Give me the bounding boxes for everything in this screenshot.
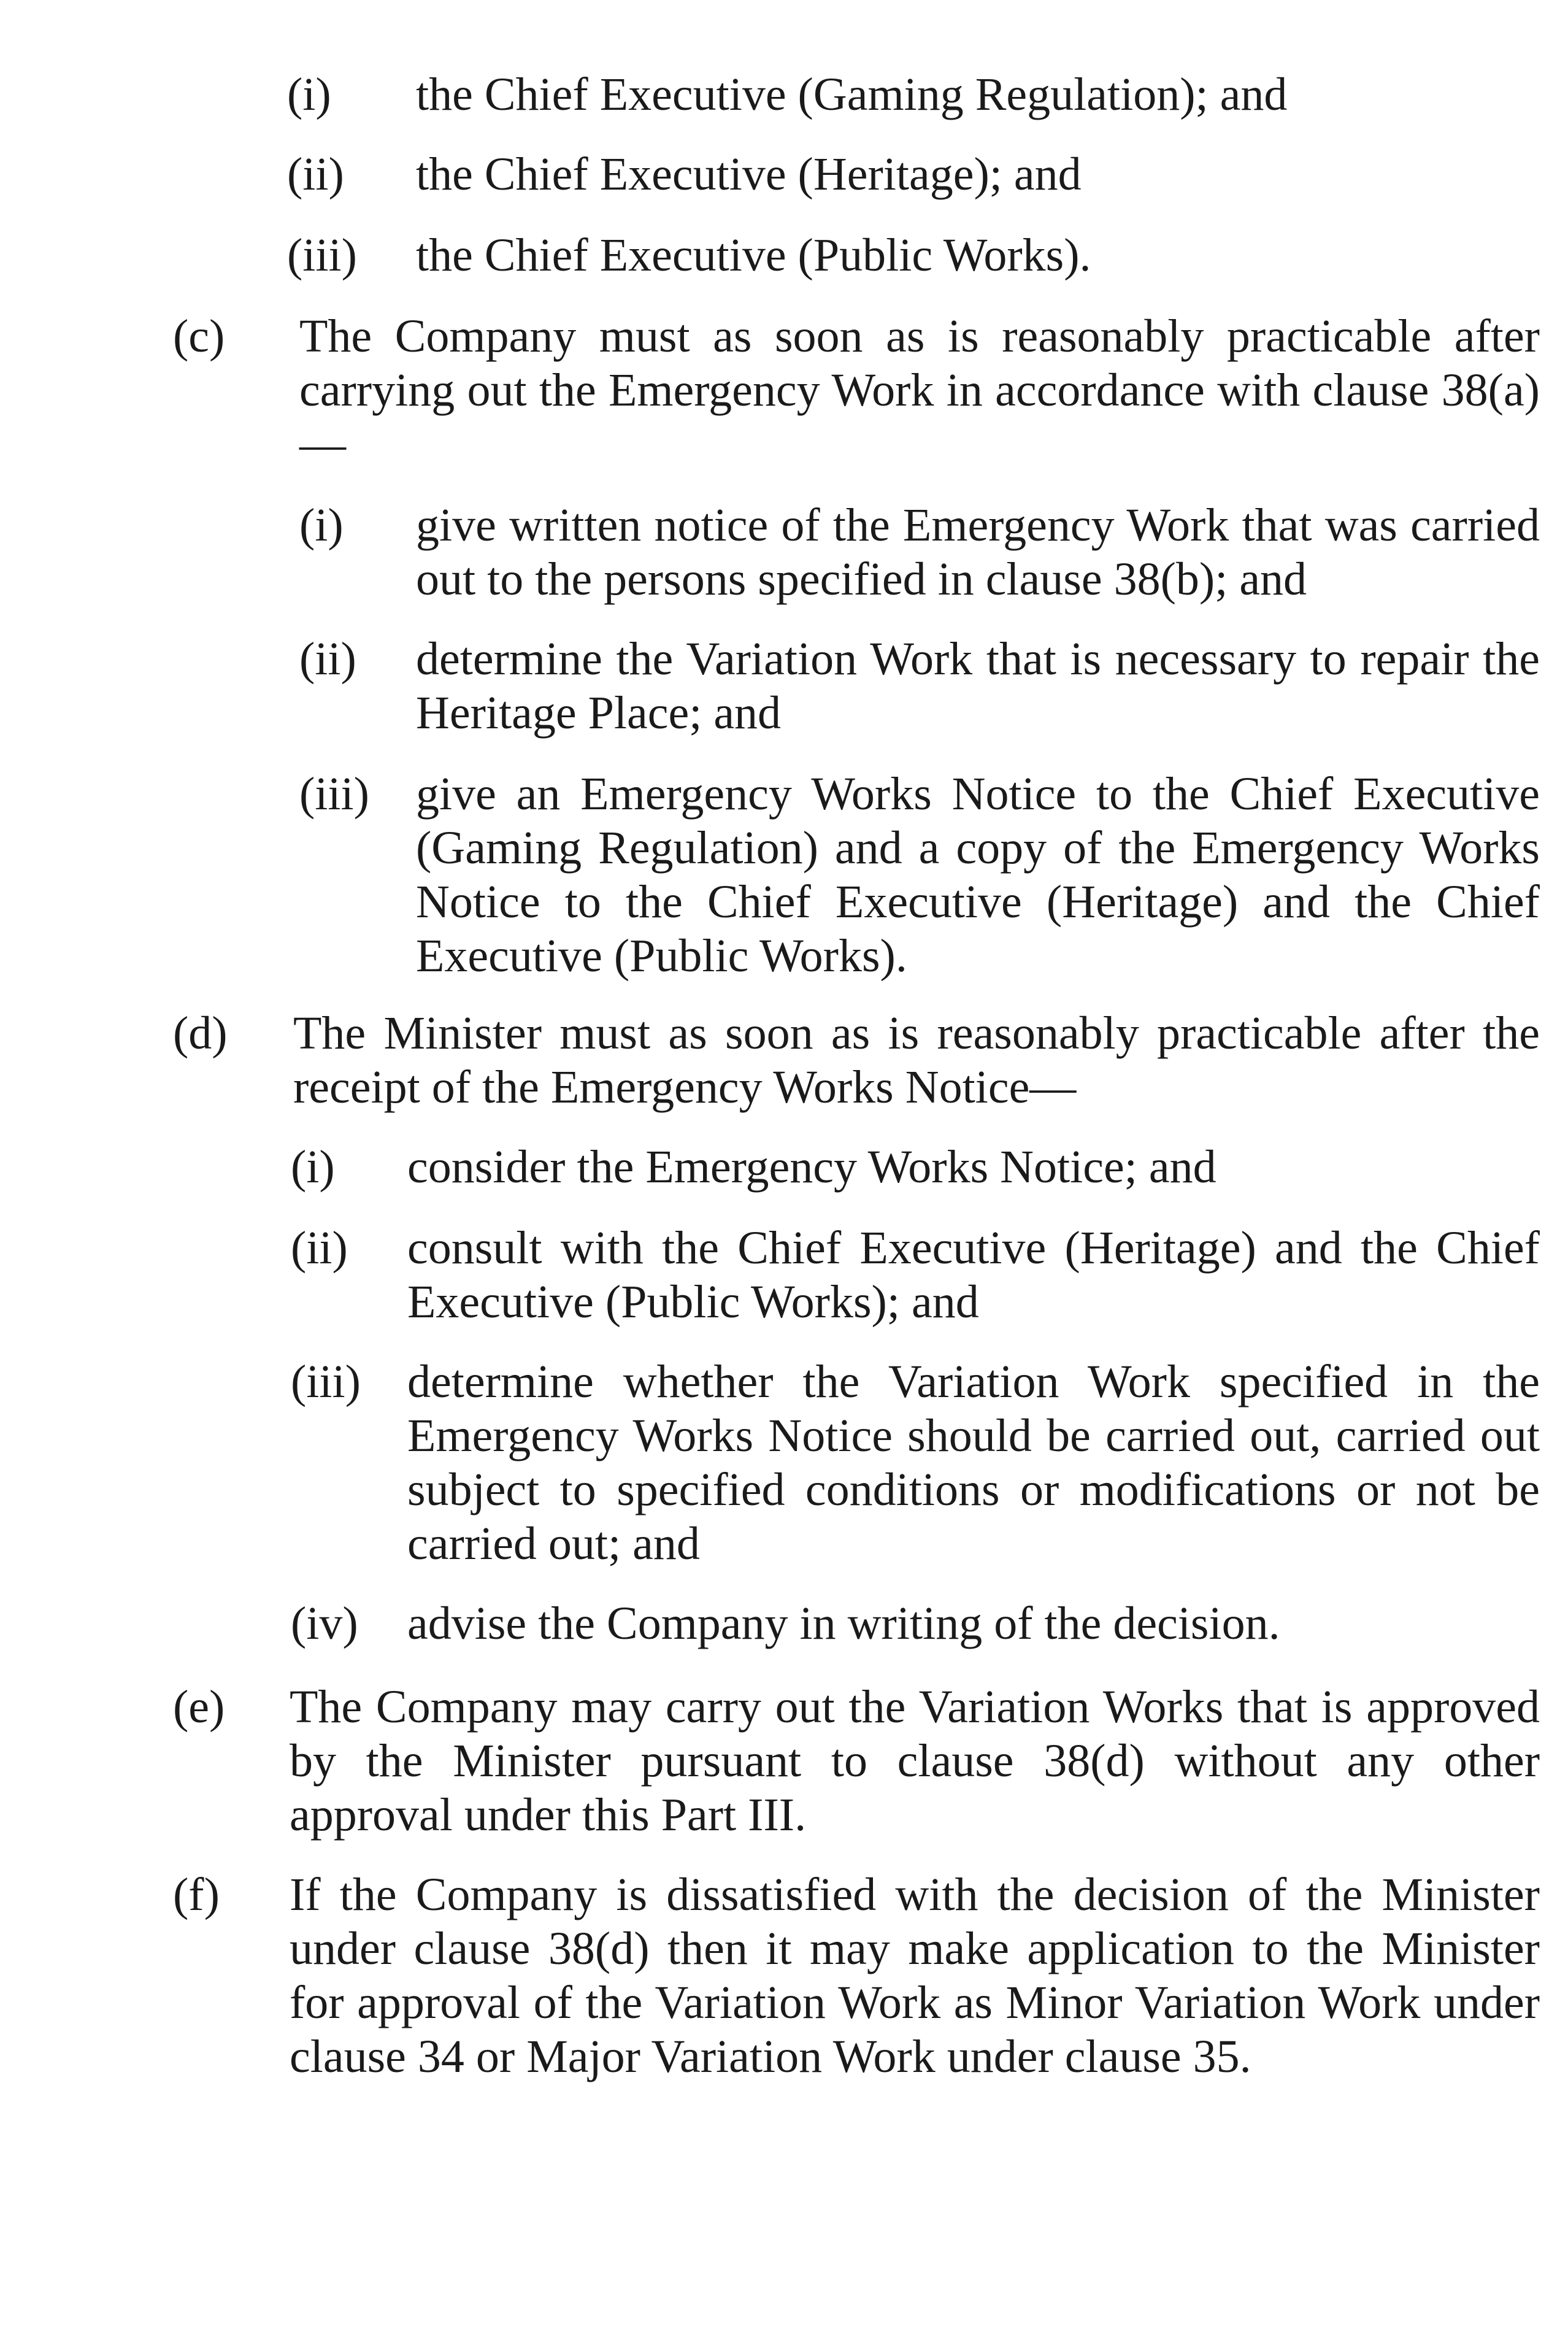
item-label: (ii) [291,1222,348,1274]
item-text: determine whether the Variation Work specified in the Emergency Works Notice should be carried out, carried out subject to specified conditions or modifications or not be carried out; and [407,1356,1540,1569]
item-text: determine the Variation Work that is necessary to repair the Heritage Place; and [416,633,1540,739]
item-label: (iii) [299,768,369,820]
item-label: (iii) [287,229,357,281]
item-text: the Chief Executive (Heritage); and [416,148,1082,200]
clause-text: The Company may carry out the Variation Works that is approved by the Minister pursuant to clause 38(d) without any other approval under this Part III. [290,1681,1540,1841]
item-label: (i) [287,69,331,120]
clause-text: The Minister must as soon as is reasonably practicable after the receipt of the Emergency Works Notice— [293,1007,1540,1113]
item-label: (iv) [291,1598,358,1649]
item-text: consider the Emergency Works Notice; and [407,1141,1216,1193]
clause-text: If the Company is dissatisfied with the decision of the Minister under clause 38(d) then it may make application to the Minister for approval of the Variation Work as Minor Variation Work under clause 34 or Major Variation Work under clause 35. [290,1869,1540,2082]
item-label: (ii) [287,148,344,200]
item-text: give written notice of the Emergency Work that was carried out to the persons specified in clause 38(b); and [416,499,1540,605]
item-label: (iii) [291,1356,361,1407]
clause-label: (f) [173,1869,220,1920]
item-label: (i) [299,499,344,551]
item-label: (i) [291,1141,335,1193]
item-text: consult with the Chief Executive (Heritage) and the Chief Executive (Public Works); and [407,1222,1540,1328]
item-text: the Chief Executive (Public Works). [416,229,1091,281]
clause-label: (d) [173,1007,228,1059]
item-text: advise the Company in writing of the decision. [407,1598,1280,1649]
clause-text: The Company must as soon as is reasonably practicable after carrying out the Emergency Work in accordance with clause 38(a)— [299,310,1540,470]
clause-label: (e) [173,1681,225,1733]
item-label: (ii) [299,633,356,685]
item-text: give an Emergency Works Notice to the Chief Executive (Gaming Regulation) and a copy of the Emergency Works Notice to the Chief Executive (Heritage) and the Chief Executive (Public Works). [416,768,1540,982]
clause-label: (c) [173,310,225,362]
item-text: the Chief Executive (Gaming Regulation); and [416,69,1288,120]
